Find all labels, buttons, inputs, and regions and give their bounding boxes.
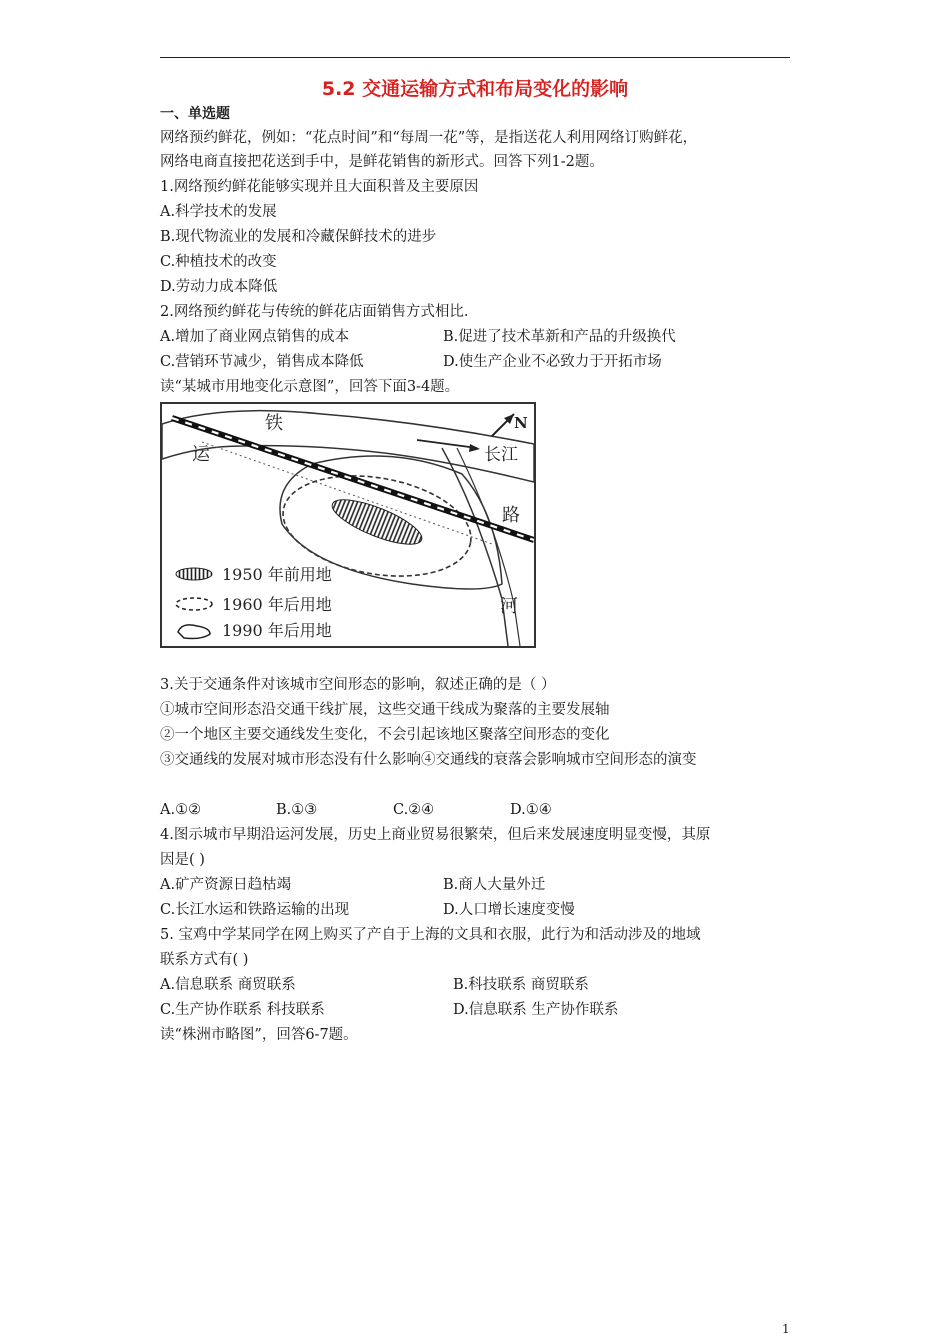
q1-option-c: C.种植技术的改变 xyxy=(160,254,277,270)
q5-stem-line-2: 联系方式有( ) xyxy=(160,952,249,968)
q2-option-a: A.增加了商业网点销售的成本 xyxy=(160,329,350,345)
q5-stem-line-1: 5. 宝鸡中学某同学在网上购买了产自于上海的文具和衣服，此行为和活动涉及的地域 xyxy=(160,927,701,943)
railway-label-lu: 路 xyxy=(502,505,520,526)
q4-option-c: C.长江水运和铁路运输的出现 xyxy=(160,902,350,918)
map-figure xyxy=(162,404,534,646)
q3-statement-3: ③交通线的发展对城市形态没有什么影响④交通线的衰落会影响城市空间形态的演变 xyxy=(160,752,697,768)
q2-option-d: D.使生产企业不必致力于开拓市场 xyxy=(443,354,662,370)
canal-label-he: 河 xyxy=(500,596,518,617)
q4-stem-line-2: 因是( ) xyxy=(160,852,205,868)
read-map-prompt: 读“某城市用地变化示意图”，回答下面3-4题。 xyxy=(160,379,460,395)
q1-option-d: D.劳动力成本降低 xyxy=(160,279,278,295)
north-label: N xyxy=(514,414,528,432)
canal-label-yun: 运 xyxy=(192,444,210,465)
header-rule xyxy=(160,57,790,58)
q5-option-c: C.生产协作联系 科技联系 xyxy=(160,1002,325,1018)
q4-option-a: A.矿产资源日趋枯竭 xyxy=(160,877,292,893)
q2-stem: 2.网络预约鲜花与传统的鲜花店面销售方式相比. xyxy=(160,304,469,320)
yangtze-river xyxy=(162,411,534,482)
railway-label-tie: 铁 xyxy=(265,413,283,434)
legend-1990: 1990 年后用地 xyxy=(222,621,332,640)
q3-option-c: C.②④ xyxy=(393,802,435,818)
q5-option-b: B.科技联系 商贸联系 xyxy=(453,977,589,993)
q5-option-a: A.信息联系 商贸联系 xyxy=(160,977,296,993)
q4-stem-line-1: 4.图示城市早期沿运河发展，历史上商业贸易很繁荣，但后来发展速度明显变慢，其原 xyxy=(160,827,711,843)
q5-option-d: D.信息联系 生产协作联系 xyxy=(453,1002,619,1018)
legend-1960: 1960 年后用地 xyxy=(222,595,332,614)
q3-stem: 3.关于交通条件对该城市空间形态的影响，叙述正确的是（ ） xyxy=(160,677,556,693)
page-number: 1 xyxy=(782,1322,790,1336)
q2-option-b: B.促进了技术革新和产品的升级换代 xyxy=(443,329,676,345)
q3-option-d: D.①④ xyxy=(510,802,552,818)
legend-1950: 1950 年前用地 xyxy=(222,565,332,584)
page-title: 5.2 交通运输方式和布局变化的影响 xyxy=(321,78,629,100)
q1-option-b: B.现代物流业的发展和冷藏保鲜技术的进步 xyxy=(160,229,437,245)
yangtze-label: 长江 xyxy=(484,445,518,465)
q3-option-a: A.①② xyxy=(160,802,202,818)
q4-option-b: B.商人大量外迁 xyxy=(443,877,546,893)
q2-option-c: C.营销环节减少，销售成本降低 xyxy=(160,354,364,370)
read-map-prompt-2: 读“株洲市略图”，回答6-7题。 xyxy=(160,1027,358,1043)
map-legend xyxy=(176,565,332,640)
q4-option-d: D.人口增长速度变慢 xyxy=(443,902,575,918)
q3-statement-2: ②一个地区主要交通线发生变化，不会引起该地区聚落空间形态的变化 xyxy=(160,727,610,743)
intro-line-2: 网络电商直接把花送到手中，是鲜花销售的新形式。回答下列1-2题。 xyxy=(160,154,604,170)
q3-statement-1: ①城市空间形态沿交通干线扩展，这些交通干线成为聚落的主要发展轴 xyxy=(160,702,610,718)
q1-option-a: A.科学技术的发展 xyxy=(160,204,277,220)
intro-line-1: 网络预约鲜花，例如：“花点时间”和“每周一花”等，是指送花人利用网络订购鲜花， xyxy=(160,130,698,146)
city-land-use-map xyxy=(160,402,536,648)
section-heading: 一、单选题 xyxy=(160,106,230,122)
q1-stem: 1.网络预约鲜花能够实现并且大面积普及主要原因 xyxy=(160,179,479,195)
q3-option-b: B.①③ xyxy=(276,802,318,818)
